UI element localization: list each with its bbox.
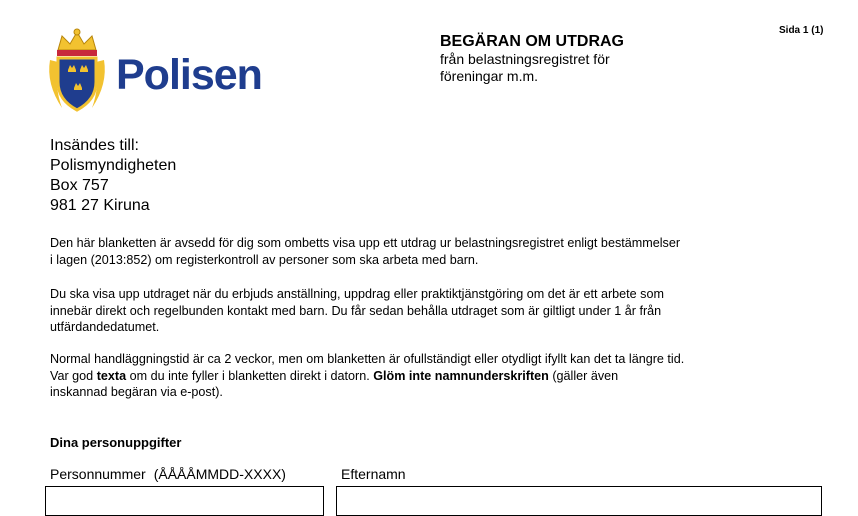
send-to-address: [50, 136, 176, 216]
paragraph-line: innebär direkt och regelbunden kontakt med barn. Du får sedan behålla utdraget som är giltligt under 1 år från: [50, 303, 662, 318]
document-subtitle: [440, 51, 660, 85]
paragraph-line: Normal handläggningstid är ca 2 veckor, men om blanketten är ofullständigt eller otydligt ifyllt kan det ta längre tid.: [50, 352, 685, 366]
personnummer-field[interactable]: [45, 486, 324, 516]
intro-paragraph: [50, 235, 770, 268]
paragraph-line: i lagen (2013:852) om registerkontroll av personer som ska arbeta med barn.: [50, 252, 479, 267]
paragraph-line: inskannad begäran via e-post).: [50, 385, 223, 399]
efternamn-label: Efternamn: [341, 466, 406, 482]
address-line-2: Box 757: [50, 177, 109, 194]
address-line-1: Polismyndigheten: [50, 157, 177, 174]
efternamn-field[interactable]: [336, 486, 822, 516]
paragraph-line: utfärdandedatumet.: [50, 320, 160, 334]
paragraph-line: [50, 368, 770, 385]
paragraph-line: Den här blanketten är avsedd för dig som ombetts visa upp ett utdrag ur belastningsregistret enligt bestämmelser: [50, 236, 681, 250]
page-number: Sida 1 (1): [779, 25, 824, 36]
personnummer-label-text: Personnummer: [50, 466, 146, 482]
emphasis-texta: texta: [96, 368, 127, 383]
personnummer-label: [50, 466, 286, 482]
address-line-3: 981 27 Kiruna: [50, 197, 150, 214]
emphasis-signature: Glöm inte namnunderskriften: [373, 368, 549, 383]
document-title: BEGÄRAN OM UTDRAG: [440, 33, 624, 50]
processing-paragraph: [50, 351, 770, 401]
text-run: Var god: [50, 368, 97, 383]
personnummer-format-hint: (ÅÅÅÅMMDD-XXXX): [153, 466, 286, 482]
text-run: om du inte fyller i blanketten direkt i datorn.: [126, 368, 374, 383]
text-run: (gäller även: [548, 368, 619, 383]
address-label: Insändes till:: [50, 137, 139, 154]
section-title-personal-info: Dina personuppgifter: [50, 435, 182, 450]
subtitle-line-2: föreningar m.m.: [440, 68, 539, 84]
paragraph-line: Du ska visa upp utdraget när du erbjuds anställning, uppdrag eller praktiktjänstgöring om det är ett arbete som: [50, 287, 664, 301]
subtitle-line-1: från belastningsregistret för: [440, 51, 610, 67]
logo-text: Polisen: [116, 51, 262, 99]
police-crest-icon: [44, 24, 110, 116]
usage-paragraph: [50, 286, 770, 336]
